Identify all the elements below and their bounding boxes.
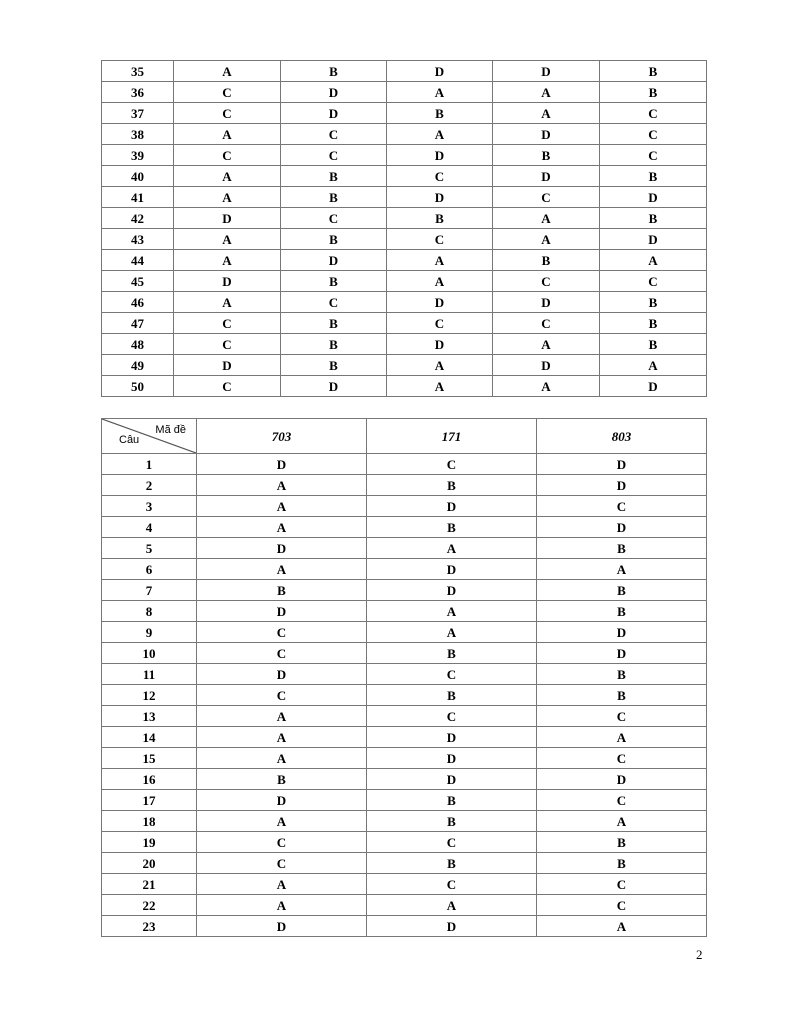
table-row	[102, 229, 707, 250]
answer-cell: C	[493, 271, 600, 292]
answer-cell: B	[367, 790, 537, 811]
table-row	[102, 475, 707, 496]
answer-cell: D	[387, 61, 493, 82]
table-row	[102, 496, 707, 517]
answer-cell: A	[600, 250, 707, 271]
answer-cell: C	[197, 622, 367, 643]
answer-cell: D	[197, 790, 367, 811]
answer-cell: C	[197, 643, 367, 664]
table-row	[102, 166, 707, 187]
answer-cell: A	[197, 874, 367, 895]
answer-cell: A	[197, 559, 367, 580]
answer-cell: C	[174, 376, 281, 397]
answer-cell: A	[493, 82, 600, 103]
answer-table-continued-body	[102, 61, 707, 397]
answer-cell: B	[600, 313, 707, 334]
answer-cell: C	[281, 145, 387, 166]
answer-cell: C	[537, 748, 707, 769]
answer-cell: B	[367, 811, 537, 832]
table-row	[102, 82, 707, 103]
answer-cell: A	[387, 250, 493, 271]
answer-cell: D	[493, 355, 600, 376]
answer-cell: C	[387, 166, 493, 187]
answer-cell: C	[387, 313, 493, 334]
answer-cell: D	[367, 580, 537, 601]
answer-cell: B	[600, 82, 707, 103]
answer-cell: D	[174, 208, 281, 229]
answer-cell: D	[197, 916, 367, 937]
question-number-cell: 20	[102, 853, 197, 874]
answer-cell: C	[197, 853, 367, 874]
answer-cell: A	[197, 811, 367, 832]
table-row	[102, 685, 707, 706]
answer-cell: C	[493, 313, 600, 334]
question-number-cell: 46	[102, 292, 174, 313]
answer-key-table-body	[102, 419, 707, 937]
answer-cell: C	[367, 454, 537, 475]
table-row	[102, 250, 707, 271]
answer-cell: A	[493, 103, 600, 124]
exam-code-header: 803	[537, 419, 707, 454]
answer-cell: D	[367, 748, 537, 769]
answer-cell: B	[600, 208, 707, 229]
question-number-cell: 10	[102, 643, 197, 664]
answer-cell: A	[493, 208, 600, 229]
table-row	[102, 580, 707, 601]
answer-cell: A	[174, 124, 281, 145]
answer-cell: D	[281, 103, 387, 124]
answer-cell: A	[174, 166, 281, 187]
question-number-cell: 23	[102, 916, 197, 937]
question-number-cell: 47	[102, 313, 174, 334]
question-number-cell: 18	[102, 811, 197, 832]
answer-cell: B	[537, 832, 707, 853]
answer-cell: C	[493, 187, 600, 208]
table-row	[102, 124, 707, 145]
answer-cell: A	[197, 895, 367, 916]
question-number-cell: 11	[102, 664, 197, 685]
header-corner-question-label: Câu	[119, 434, 140, 446]
answer-key-table	[101, 418, 707, 937]
header-corner-cell	[102, 419, 197, 454]
question-number-cell: 38	[102, 124, 174, 145]
answer-key-header-row	[102, 419, 707, 454]
answer-cell: D	[493, 61, 600, 82]
answer-cell: C	[174, 313, 281, 334]
answer-cell: D	[281, 376, 387, 397]
table-row	[102, 916, 707, 937]
answer-cell: B	[600, 334, 707, 355]
answer-cell: C	[537, 496, 707, 517]
answer-cell: B	[600, 292, 707, 313]
answer-cell: D	[197, 601, 367, 622]
answer-cell: A	[600, 355, 707, 376]
answer-cell: B	[537, 853, 707, 874]
question-number-cell: 13	[102, 706, 197, 727]
table-row	[102, 334, 707, 355]
answer-cell: B	[537, 580, 707, 601]
answer-cell: D	[537, 622, 707, 643]
answer-cell: C	[197, 832, 367, 853]
answer-cell: B	[367, 475, 537, 496]
answer-cell: C	[537, 895, 707, 916]
table-row	[102, 454, 707, 475]
answer-cell: B	[281, 271, 387, 292]
table-row	[102, 601, 707, 622]
table-row	[102, 271, 707, 292]
table-row	[102, 103, 707, 124]
exam-code-header: 703	[197, 419, 367, 454]
answer-cell: B	[493, 145, 600, 166]
question-number-cell: 15	[102, 748, 197, 769]
answer-cell: D	[197, 538, 367, 559]
table-row	[102, 706, 707, 727]
answer-cell: D	[367, 769, 537, 790]
answer-cell: C	[367, 874, 537, 895]
answer-cell: C	[537, 706, 707, 727]
answer-cell: A	[197, 748, 367, 769]
page-number: 2	[696, 947, 703, 962]
answer-cell: D	[387, 187, 493, 208]
answer-cell: C	[600, 271, 707, 292]
answer-cell: D	[600, 187, 707, 208]
table-row	[102, 292, 707, 313]
question-number-cell: 4	[102, 517, 197, 538]
answer-table-continued	[101, 60, 707, 397]
answer-cell: A	[197, 475, 367, 496]
answer-cell: D	[600, 229, 707, 250]
answer-cell: D	[174, 355, 281, 376]
answer-cell: C	[174, 82, 281, 103]
question-number-cell: 45	[102, 271, 174, 292]
answer-cell: B	[281, 187, 387, 208]
answer-cell: D	[600, 376, 707, 397]
answer-cell: B	[367, 685, 537, 706]
answer-cell: A	[174, 250, 281, 271]
answer-cell: C	[600, 103, 707, 124]
table-row	[102, 187, 707, 208]
table-row	[102, 622, 707, 643]
table-row	[102, 61, 707, 82]
question-number-cell: 2	[102, 475, 197, 496]
question-number-cell: 6	[102, 559, 197, 580]
question-number-cell: 8	[102, 601, 197, 622]
answer-cell: B	[281, 313, 387, 334]
answer-cell: A	[174, 229, 281, 250]
answer-cell: C	[174, 145, 281, 166]
question-number-cell: 41	[102, 187, 174, 208]
answer-cell: C	[367, 706, 537, 727]
answer-cell: D	[367, 559, 537, 580]
answer-cell: D	[493, 124, 600, 145]
answer-cell: D	[367, 916, 537, 937]
answer-cell: A	[197, 517, 367, 538]
question-number-cell: 49	[102, 355, 174, 376]
question-number-cell: 37	[102, 103, 174, 124]
question-number-cell: 44	[102, 250, 174, 271]
answer-cell: B	[537, 538, 707, 559]
answer-cell: A	[387, 271, 493, 292]
question-number-cell: 9	[102, 622, 197, 643]
table-row	[102, 832, 707, 853]
question-number-cell: 35	[102, 61, 174, 82]
answer-cell: A	[197, 496, 367, 517]
answer-cell: A	[174, 187, 281, 208]
answer-cell: B	[197, 769, 367, 790]
header-corner-exam-code-label: Mã đề	[155, 424, 186, 436]
answer-cell: A	[367, 895, 537, 916]
answer-cell: A	[197, 727, 367, 748]
table-row	[102, 643, 707, 664]
answer-cell: C	[281, 208, 387, 229]
answer-cell: D	[197, 664, 367, 685]
table-row	[102, 874, 707, 895]
answer-cell: A	[367, 622, 537, 643]
answer-cell: B	[367, 853, 537, 874]
table-row	[102, 664, 707, 685]
question-number-cell: 50	[102, 376, 174, 397]
answer-cell: A	[387, 355, 493, 376]
table-row	[102, 517, 707, 538]
answer-cell: C	[537, 790, 707, 811]
answer-cell: D	[281, 250, 387, 271]
answer-cell: B	[281, 61, 387, 82]
answer-cell: A	[174, 292, 281, 313]
table-row	[102, 790, 707, 811]
answer-cell: D	[537, 475, 707, 496]
question-number-cell: 39	[102, 145, 174, 166]
question-number-cell: 16	[102, 769, 197, 790]
answer-cell: A	[387, 124, 493, 145]
table-row	[102, 313, 707, 334]
answer-cell: C	[174, 103, 281, 124]
answer-cell: A	[387, 376, 493, 397]
question-number-cell: 3	[102, 496, 197, 517]
answer-cell: C	[387, 229, 493, 250]
answer-cell: D	[367, 727, 537, 748]
answer-cell: A	[493, 376, 600, 397]
answer-cell: C	[197, 685, 367, 706]
question-number-cell: 48	[102, 334, 174, 355]
table-row	[102, 748, 707, 769]
question-number-cell: 12	[102, 685, 197, 706]
answer-cell: A	[197, 706, 367, 727]
answer-cell: C	[281, 124, 387, 145]
answer-cell: C	[600, 145, 707, 166]
answer-cell: C	[281, 292, 387, 313]
answer-cell: D	[537, 454, 707, 475]
table-row	[102, 145, 707, 166]
answer-cell: B	[537, 664, 707, 685]
question-number-cell: 42	[102, 208, 174, 229]
question-number-cell: 17	[102, 790, 197, 811]
answer-cell: B	[387, 208, 493, 229]
answer-cell: D	[367, 496, 537, 517]
answer-cell: C	[537, 874, 707, 895]
answer-cell: B	[600, 61, 707, 82]
question-number-cell: 19	[102, 832, 197, 853]
answer-cell: B	[197, 580, 367, 601]
answer-cell: A	[493, 229, 600, 250]
answer-cell: A	[367, 601, 537, 622]
table-row	[102, 538, 707, 559]
table-row	[102, 355, 707, 376]
answer-cell: A	[537, 727, 707, 748]
answer-cell: C	[367, 832, 537, 853]
question-number-cell: 7	[102, 580, 197, 601]
answer-cell: B	[281, 355, 387, 376]
answer-cell: C	[600, 124, 707, 145]
answer-cell: D	[387, 145, 493, 166]
answer-cell: B	[281, 334, 387, 355]
table-row	[102, 769, 707, 790]
answer-cell: A	[537, 559, 707, 580]
answer-cell: A	[493, 334, 600, 355]
answer-cell: D	[493, 292, 600, 313]
answer-cell: C	[174, 334, 281, 355]
answer-cell: D	[537, 517, 707, 538]
answer-cell: D	[387, 334, 493, 355]
table-row	[102, 811, 707, 832]
answer-cell: D	[387, 292, 493, 313]
table-row	[102, 895, 707, 916]
answer-cell: C	[367, 664, 537, 685]
answer-cell: A	[537, 811, 707, 832]
question-number-cell: 14	[102, 727, 197, 748]
question-number-cell: 22	[102, 895, 197, 916]
answer-cell: B	[281, 229, 387, 250]
table-row	[102, 853, 707, 874]
table-row	[102, 208, 707, 229]
question-number-cell: 1	[102, 454, 197, 475]
question-number-cell: 40	[102, 166, 174, 187]
answer-cell: B	[367, 643, 537, 664]
answer-cell: A	[387, 82, 493, 103]
answer-cell: D	[493, 166, 600, 187]
answer-cell: B	[367, 517, 537, 538]
answer-cell: A	[174, 61, 281, 82]
answer-cell: B	[537, 685, 707, 706]
exam-code-header: 171	[367, 419, 537, 454]
question-number-cell: 36	[102, 82, 174, 103]
answer-cell: A	[367, 538, 537, 559]
answer-cell: B	[387, 103, 493, 124]
answer-cell: D	[537, 769, 707, 790]
question-number-cell: 5	[102, 538, 197, 559]
answer-cell: D	[174, 271, 281, 292]
answer-cell: D	[537, 643, 707, 664]
answer-cell: D	[197, 454, 367, 475]
answer-cell: A	[537, 916, 707, 937]
question-number-cell: 21	[102, 874, 197, 895]
answer-cell: B	[600, 166, 707, 187]
answer-cell: B	[537, 601, 707, 622]
table-row	[102, 376, 707, 397]
answer-cell: B	[281, 166, 387, 187]
answer-cell: D	[281, 82, 387, 103]
question-number-cell: 43	[102, 229, 174, 250]
table-row	[102, 559, 707, 580]
answer-cell: B	[493, 250, 600, 271]
table-row	[102, 727, 707, 748]
